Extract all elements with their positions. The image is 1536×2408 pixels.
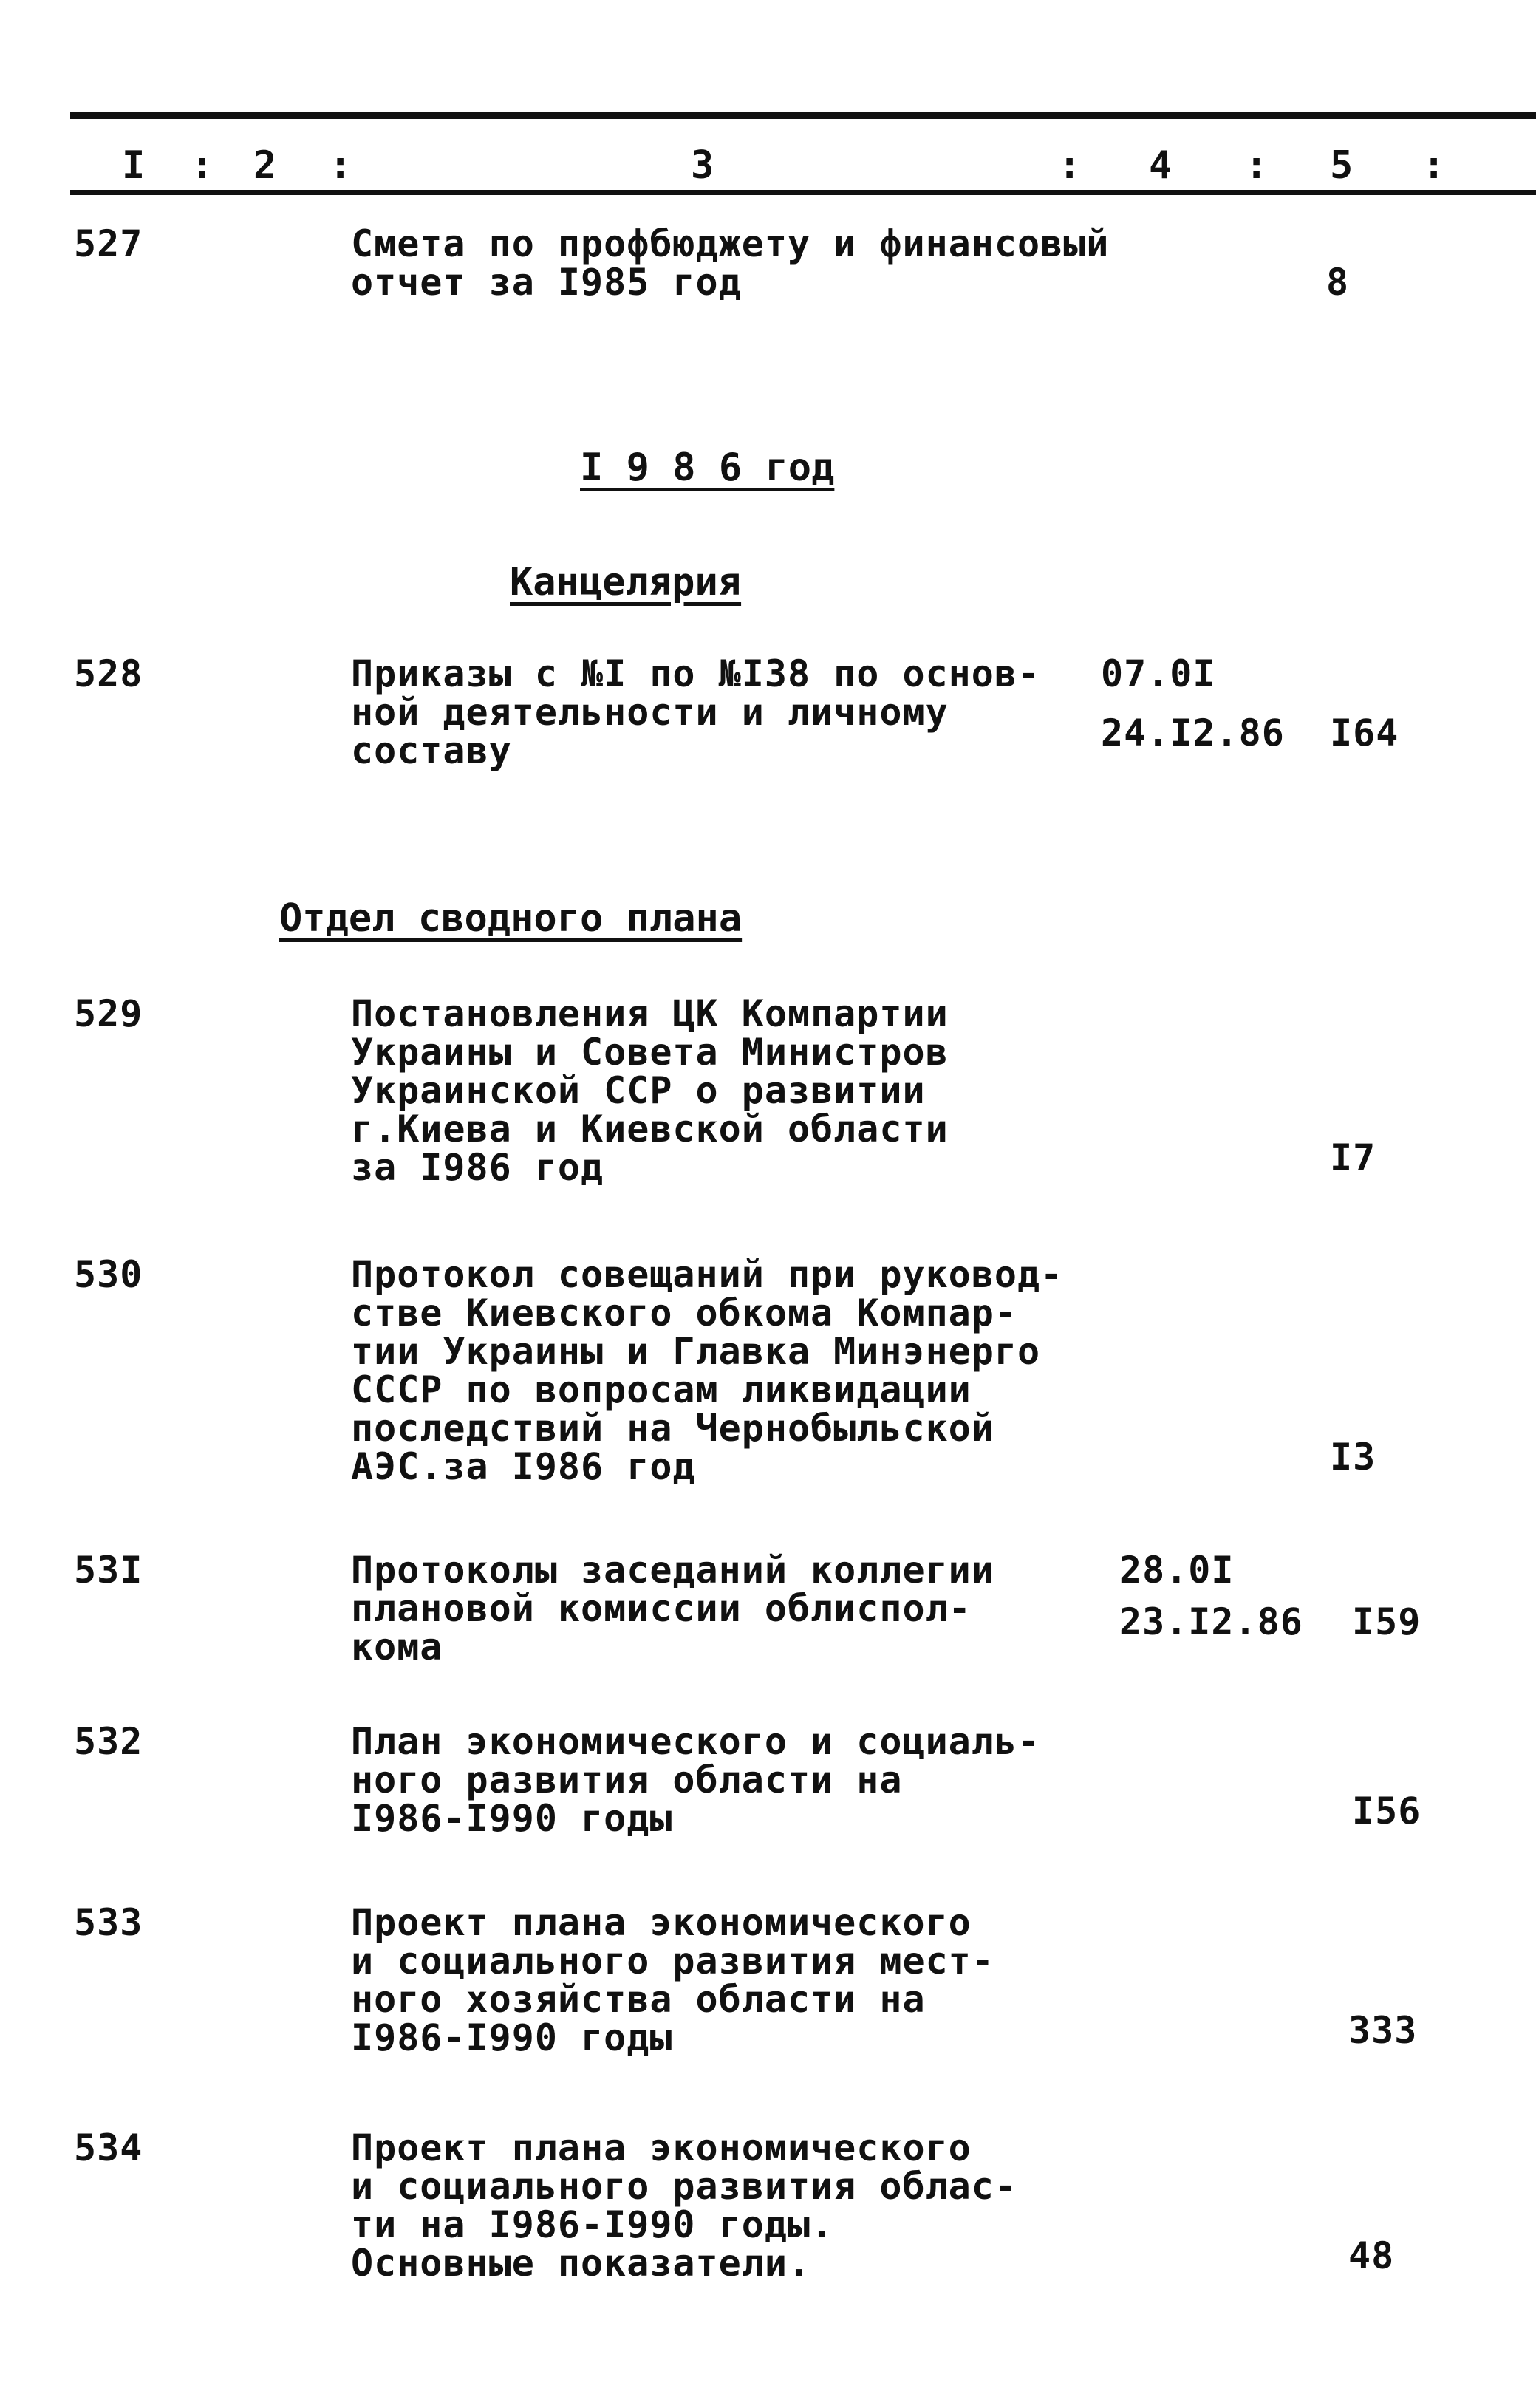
item-title-line: ти на I986-I990 годы. xyxy=(351,2203,834,2246)
item-title-line: г.Киева и Киевской области xyxy=(351,1108,949,1150)
sheet-count: 8 xyxy=(1326,261,1350,304)
col-sep: : xyxy=(1058,143,1082,188)
item-title-line: Постановления ЦК Компартии xyxy=(351,992,949,1035)
item-title-line: Украинской ССР о развитии xyxy=(351,1069,926,1112)
item-title-line: СССР по вопросам ликвидации xyxy=(351,1368,972,1411)
item-title-line: тии Украины и Главка Минэнерго xyxy=(351,1330,1041,1373)
item-title-line: ного развития области на xyxy=(351,1759,903,1801)
item-title-line: I986-I990 годы xyxy=(351,2016,673,2059)
section-heading: Отдел сводного плана xyxy=(279,896,743,941)
item-number: 527 xyxy=(74,222,143,265)
item-title-line: Приказы с №I по №I38 по основ- xyxy=(351,652,1041,695)
date-start: 07.0I xyxy=(1101,652,1216,695)
col-4-label: 4 xyxy=(1149,143,1173,188)
col-sep: : xyxy=(1245,143,1269,188)
item-title-line: План экономического и социаль- xyxy=(351,1720,1041,1763)
item-number: 534 xyxy=(74,2126,143,2169)
item-title-line: и социального развития мест- xyxy=(351,1940,994,1982)
item-title-line: отчет за I985 год xyxy=(351,261,742,304)
section-heading: Канцелярия xyxy=(510,560,742,604)
header-rule xyxy=(70,190,1536,195)
col-5-label: 5 xyxy=(1330,143,1354,188)
item-number: 53I xyxy=(74,1549,143,1592)
col-2-label: 2 xyxy=(253,143,277,188)
item-title-line: Проект плана экономического xyxy=(351,1901,972,1944)
col-sep: : xyxy=(1422,143,1446,188)
sheet-count: I56 xyxy=(1352,1790,1421,1832)
item-number: 532 xyxy=(74,1720,143,1763)
year-heading: I 9 8 6 год xyxy=(580,446,835,490)
item-title-line: составу xyxy=(351,729,512,772)
sheet-count: I64 xyxy=(1330,712,1399,754)
sheet-count: 48 xyxy=(1348,2234,1395,2277)
item-number: 530 xyxy=(74,1253,143,1296)
item-title-line: АЭС.за I986 год xyxy=(351,1445,696,1488)
item-title-line: последствий на Чернобыльской xyxy=(351,1407,994,1450)
item-title-line: Основные показатели. xyxy=(351,2242,811,2285)
sheet-count: I3 xyxy=(1330,1436,1376,1478)
col-sep: : xyxy=(191,143,214,188)
item-number: 533 xyxy=(74,1901,143,1944)
date-end: 23.I2.86 xyxy=(1119,1600,1303,1643)
item-title-line: за I986 год xyxy=(351,1146,604,1189)
top-rule xyxy=(70,112,1536,119)
item-title-line: кома xyxy=(351,1626,443,1668)
item-title-line: Смета по профбюджету и финансовый xyxy=(351,222,1110,265)
col-1-label: I xyxy=(122,143,146,188)
item-title-line: Протоколы заседаний коллегии xyxy=(351,1549,994,1592)
col-sep: : xyxy=(329,143,352,188)
item-title-line: Проект плана экономического xyxy=(351,2126,972,2169)
item-title-line: Украины и Совета Министров xyxy=(351,1031,949,1074)
item-title-line: стве Киевского обкома Компар- xyxy=(351,1292,1017,1334)
sheet-count: I7 xyxy=(1330,1136,1376,1179)
item-title-line: Протокол совещаний при руковод- xyxy=(351,1253,1064,1296)
sheet-count: I59 xyxy=(1352,1600,1421,1643)
date-end: 24.I2.86 xyxy=(1101,712,1285,754)
sheet-count: 333 xyxy=(1348,2009,1418,2052)
item-title-line: ного хозяйства области на xyxy=(351,1978,926,2021)
item-title-line: и социального развития облас- xyxy=(351,2165,1017,2208)
item-title-line: плановой комиссии облиспол- xyxy=(351,1587,972,1630)
item-number: 528 xyxy=(74,652,143,695)
col-3-label: 3 xyxy=(691,143,714,188)
item-number: 529 xyxy=(74,992,143,1035)
item-title-line: I986-I990 годы xyxy=(351,1797,673,1840)
item-title-line: ной деятельности и личному xyxy=(351,691,949,734)
date-start: 28.0I xyxy=(1119,1549,1235,1592)
